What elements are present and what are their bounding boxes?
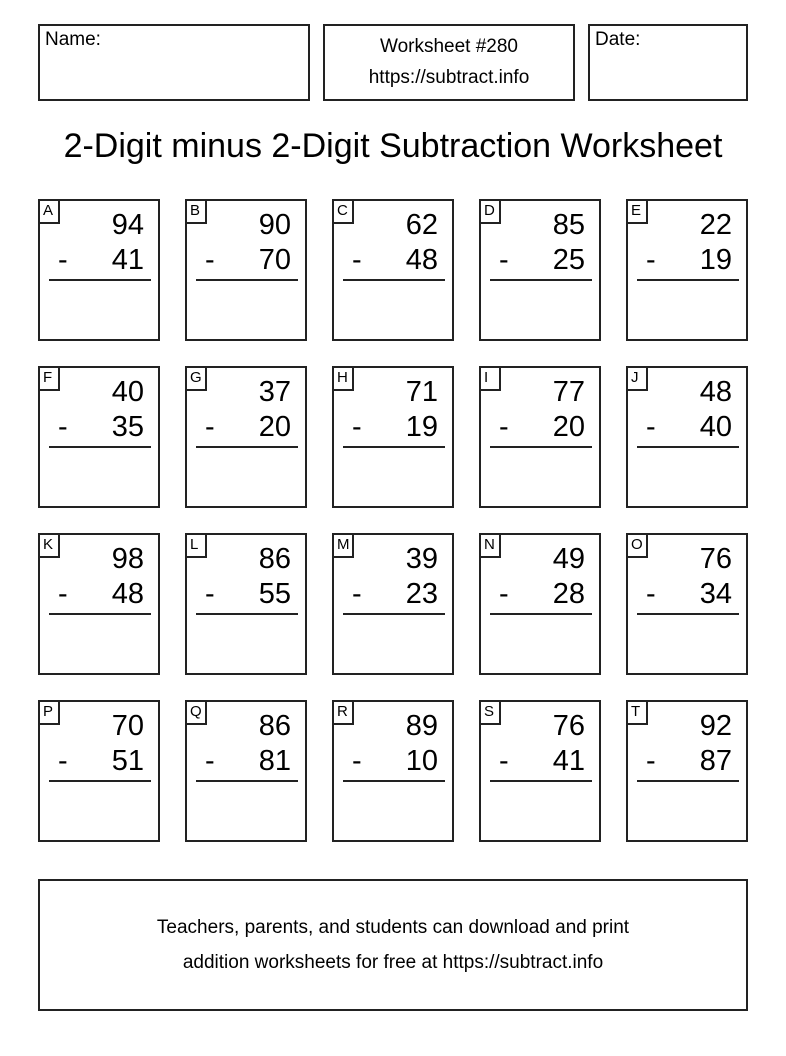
minuend: 40 [111,376,144,408]
answer-line [490,613,592,615]
minuend: 22 [699,209,732,241]
minus-sign: - [205,411,215,443]
minuend: 98 [111,543,144,575]
problem-label: J [626,366,648,391]
minuend: 39 [405,543,438,575]
answer-line [490,780,592,782]
problem-label: N [479,533,501,558]
minus-sign: - [205,244,215,276]
problem-label: Q [185,700,207,725]
problem-label: L [185,533,207,558]
problem-label: M [332,533,354,558]
subtrahend: 23 [405,578,438,610]
minus-sign: - [58,244,68,276]
subtrahend: 41 [111,244,144,276]
minus-sign: - [205,745,215,777]
problem-label: T [626,700,648,725]
minus-sign: - [205,578,215,610]
subtrahend: 28 [552,578,585,610]
minus-sign: - [58,578,68,610]
problem-label: A [38,199,60,224]
subtrahend: 35 [111,411,144,443]
worksheet-number: Worksheet #280 [379,36,518,57]
minuend: 85 [552,209,585,241]
problem-label: O [626,533,648,558]
minus-sign: - [646,244,656,276]
minuend: 86 [258,710,291,742]
problem-t[interactable] [626,700,748,842]
subtrahend: 48 [405,244,438,276]
subtrahend: 25 [552,244,585,276]
subtrahend: 87 [699,745,732,777]
subtrahend: 51 [111,745,144,777]
page-title: 2-Digit minus 2-Digit Subtraction Worksheet [63,127,723,165]
answer-line [196,446,298,448]
problem-label: S [479,700,501,725]
problem-s[interactable] [479,700,601,842]
minuend: 94 [111,209,144,241]
problem-d[interactable] [479,199,601,341]
problem-b[interactable] [185,199,307,341]
answer-line [490,279,592,281]
answer-line [196,613,298,615]
problem-l[interactable] [185,533,307,675]
footer-line-2: addition worksheets for free at https://subtract.info [182,952,604,973]
problem-c[interactable] [332,199,454,341]
answer-line [343,613,445,615]
problem-r[interactable] [332,700,454,842]
minus-sign: - [499,745,509,777]
minus-sign: - [499,411,509,443]
subtrahend: 19 [699,244,732,276]
subtrahend: 34 [699,578,732,610]
problem-n[interactable] [479,533,601,675]
minuend: 49 [552,543,585,575]
answer-line [637,446,739,448]
problem-a[interactable] [38,199,160,341]
problem-g[interactable] [185,366,307,508]
minus-sign: - [352,411,362,443]
problem-label: E [626,199,648,224]
minuend: 77 [552,376,585,408]
footer-line-1: Teachers, parents, and students can download and print [156,917,630,938]
minuend: 70 [111,710,144,742]
minus-sign: - [646,578,656,610]
problem-m[interactable] [332,533,454,675]
answer-line [196,780,298,782]
subtrahend: 41 [552,745,585,777]
problem-label: B [185,199,207,224]
worksheet-url: https://subtract.info [368,67,530,88]
problem-o[interactable] [626,533,748,675]
problem-label: I [479,366,501,391]
date-field[interactable] [588,24,748,101]
problem-label: C [332,199,354,224]
minuend: 76 [552,710,585,742]
minuend: 86 [258,543,291,575]
subtrahend: 81 [258,745,291,777]
answer-line [637,780,739,782]
minuend: 76 [699,543,732,575]
problem-k[interactable] [38,533,160,675]
problem-h[interactable] [332,366,454,508]
problem-q[interactable] [185,700,307,842]
minuend: 71 [405,376,438,408]
answer-line [49,279,151,281]
problem-e[interactable] [626,199,748,341]
problem-label: F [38,366,60,391]
minus-sign: - [352,244,362,276]
name-label: Name: [45,29,101,50]
problem-p[interactable] [38,700,160,842]
minus-sign: - [646,745,656,777]
minus-sign: - [646,411,656,443]
answer-line [637,613,739,615]
answer-line [343,780,445,782]
subtrahend: 19 [405,411,438,443]
answer-line [490,446,592,448]
subtrahend: 20 [258,411,291,443]
answer-line [49,446,151,448]
subtrahend: 48 [111,578,144,610]
problem-label: D [479,199,501,224]
problem-j[interactable] [626,366,748,508]
subtrahend: 70 [258,244,291,276]
name-field[interactable] [38,24,310,101]
minus-sign: - [499,244,509,276]
subtrahend: 55 [258,578,291,610]
subtrahend: 10 [405,745,438,777]
minuend: 48 [699,376,732,408]
answer-line [343,446,445,448]
date-label: Date: [595,29,641,50]
minus-sign: - [58,745,68,777]
minuend: 89 [405,710,438,742]
answer-line [196,279,298,281]
minuend: 37 [258,376,291,408]
problem-i[interactable] [479,366,601,508]
problem-f[interactable] [38,366,160,508]
minus-sign: - [352,578,362,610]
answer-line [343,279,445,281]
subtrahend: 20 [552,411,585,443]
problem-label: R [332,700,354,725]
answer-line [49,780,151,782]
problem-label: H [332,366,354,391]
answer-line [49,613,151,615]
problem-label: K [38,533,60,558]
problem-label: G [185,366,207,391]
answer-line [637,279,739,281]
minuend: 92 [699,710,732,742]
minus-sign: - [499,578,509,610]
minus-sign: - [58,411,68,443]
minus-sign: - [352,745,362,777]
minuend: 62 [405,209,438,241]
problem-label: P [38,700,60,725]
worksheet-info-box [323,24,575,101]
minuend: 90 [258,209,291,241]
footer-box [38,879,748,1011]
subtrahend: 40 [699,411,732,443]
